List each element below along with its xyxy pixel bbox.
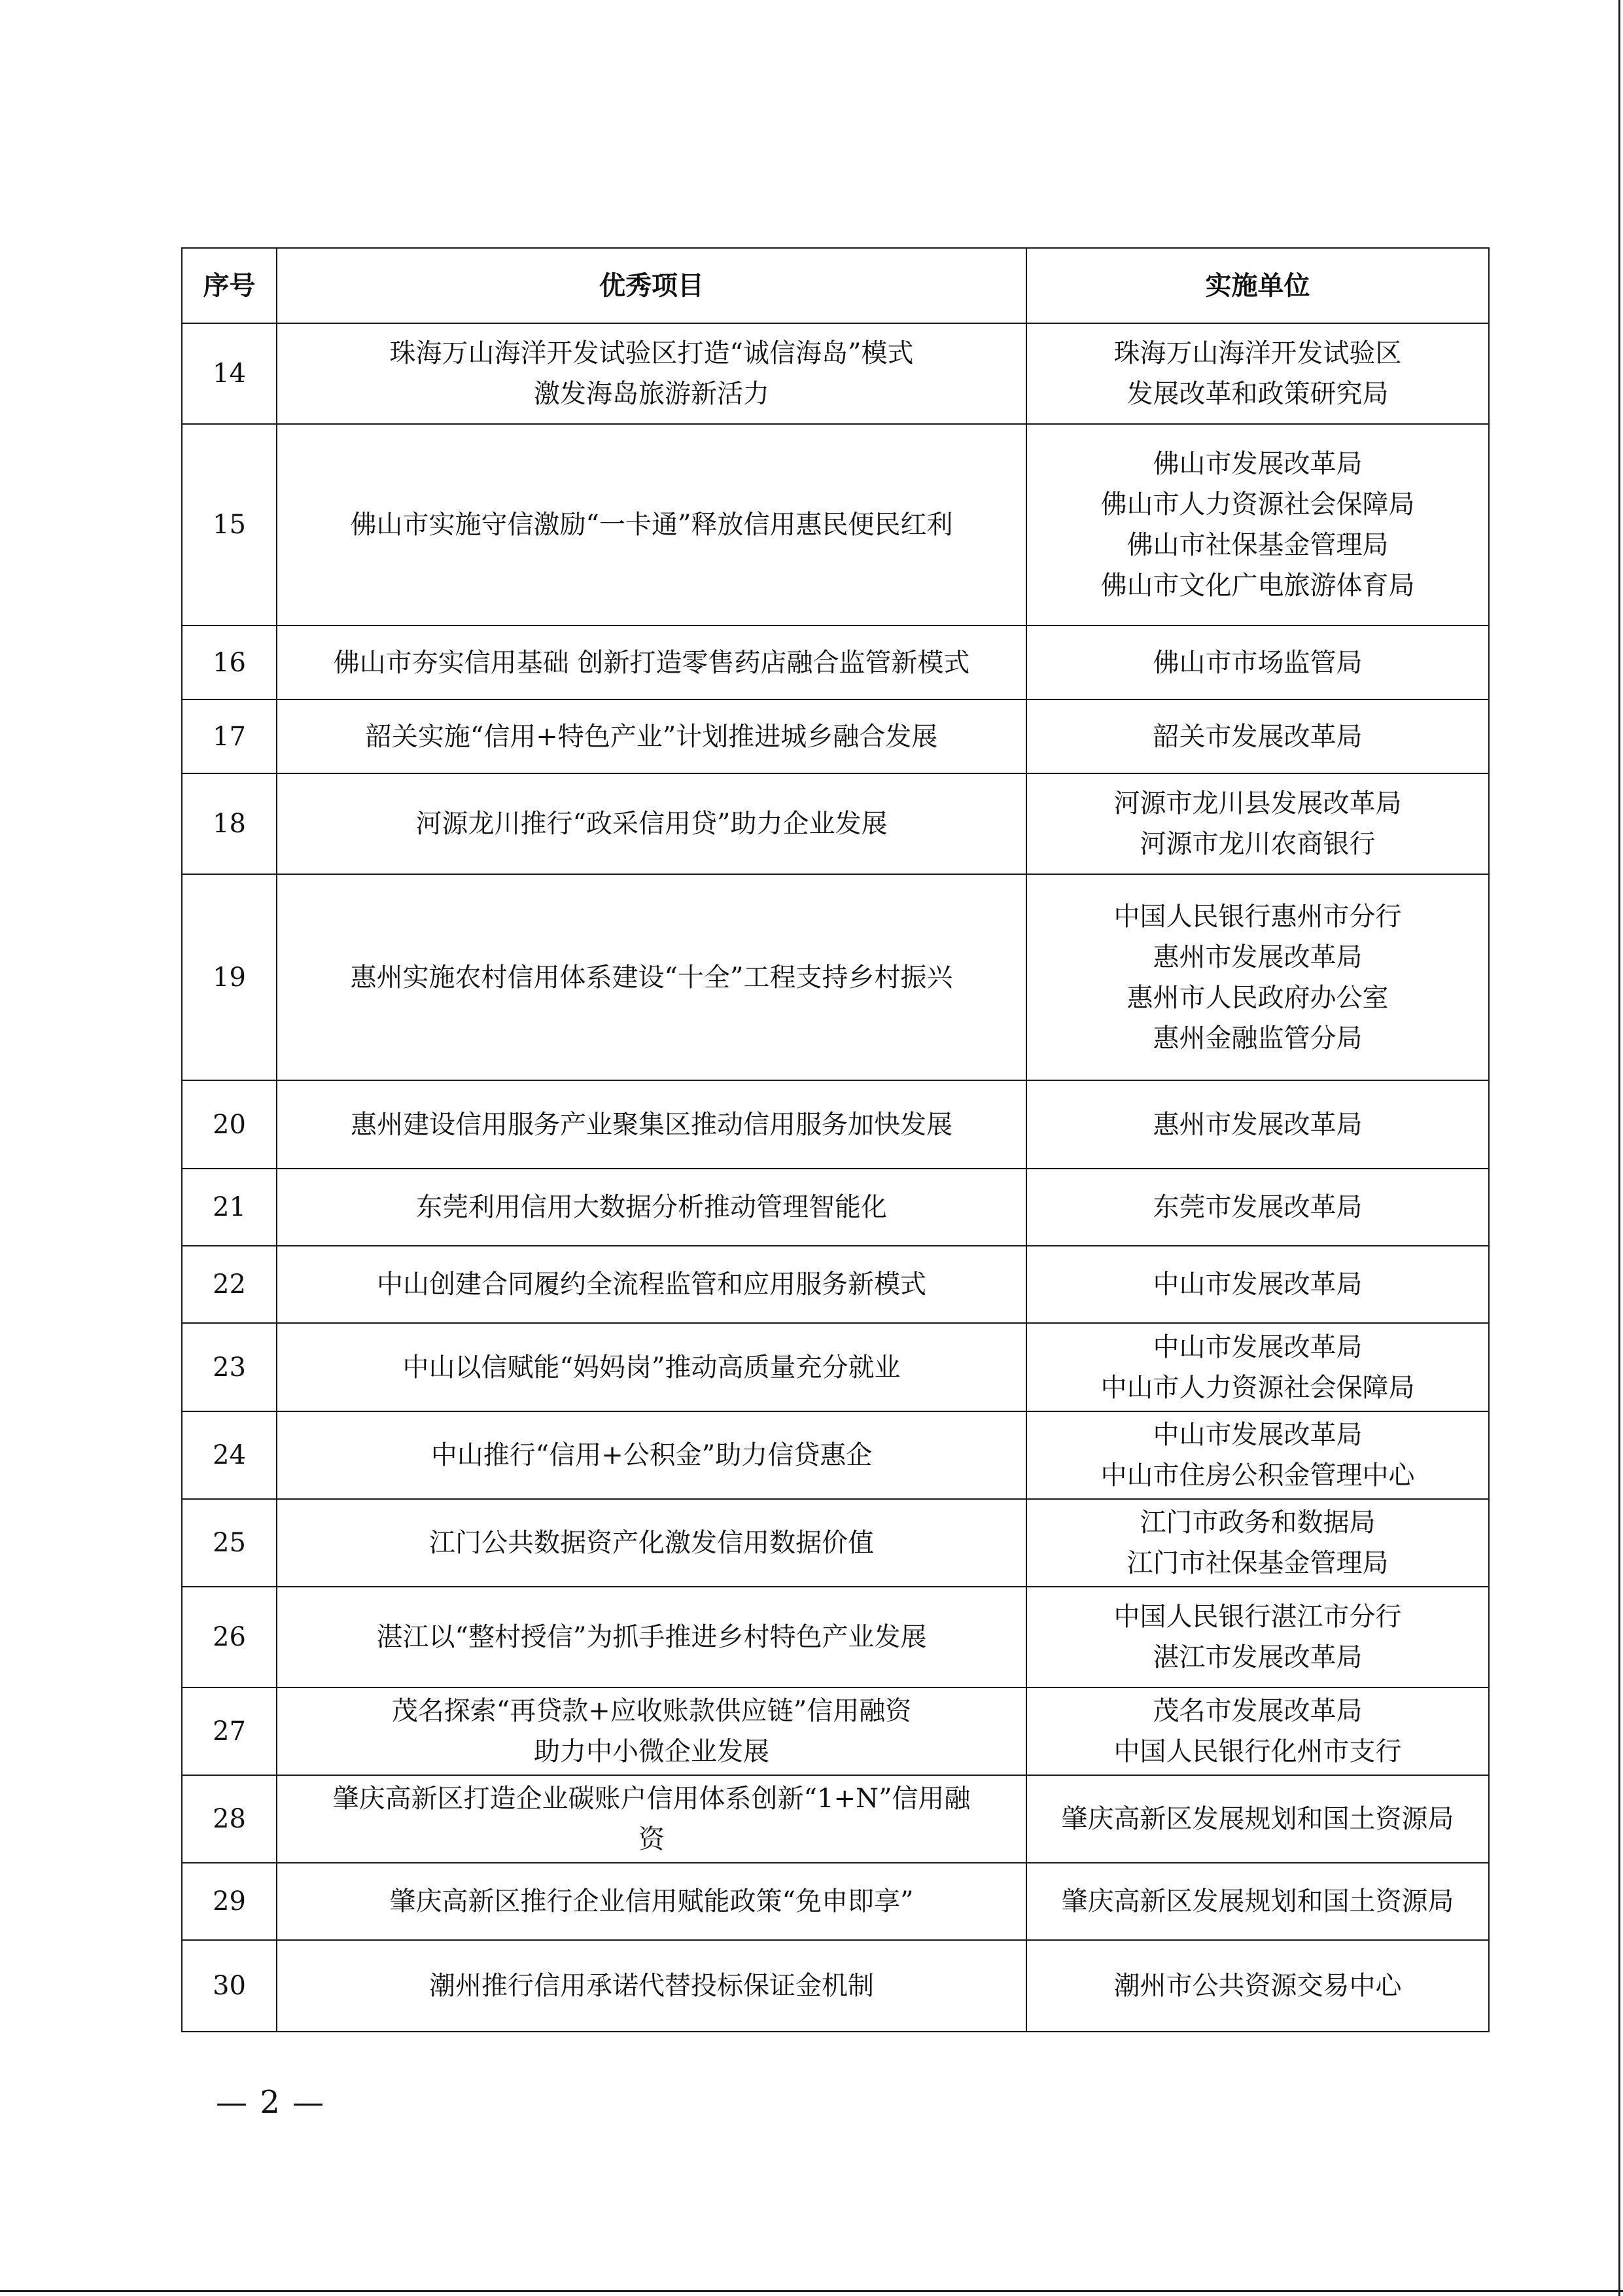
serial-number-cell: 18 [182,773,277,874]
project-cell [277,1080,1026,1169]
serial-number-cell: 23 [182,1323,277,1411]
project-cell [277,699,1026,773]
serial-number-cell: 29 [182,1863,277,1940]
project-cell [277,874,1026,1080]
table-row [182,1687,1489,1775]
table-row [182,1940,1489,2032]
project-line: 激发海岛旅游新活力 [534,379,769,409]
project-line: 茂名探索“再贷款+应收账款供应链”信用融资 [391,1696,912,1726]
implementing-unit-cell [1026,1323,1489,1411]
serial-number-cell: 26 [182,1587,277,1687]
project-cell [277,1587,1026,1687]
project-cell [277,424,1026,626]
project-line: 潮州推行信用承诺代替投标保证金机制 [429,1971,874,2001]
implementing-unit-line: 惠州市发展改革局 [1153,1109,1363,1140]
serial-number-cell: 24 [182,1411,277,1499]
project-cell [277,1411,1026,1499]
table-row [182,1863,1489,1940]
implementing-unit-cell [1026,323,1489,424]
header-serial-number: 序号 [182,248,277,323]
page-number: — 2 — [216,2084,326,2121]
project-line: 资 [638,1824,665,1854]
table-row [182,699,1489,773]
implementing-unit-line: 湛江市发展改革局 [1153,1642,1363,1672]
implementing-unit-cell [1026,1080,1489,1169]
implementing-unit-line: 佛山市文化广电旅游体育局 [1100,571,1415,601]
table-row [182,1169,1489,1246]
page-border-right [1618,0,1620,2296]
table-row [182,323,1489,424]
table-row [182,1411,1489,1499]
implementing-unit-cell [1026,1775,1489,1863]
implementing-unit-line: 江门市政务和数据局 [1140,1508,1376,1538]
serial-number-cell: 14 [182,323,277,424]
serial-number-cell: 21 [182,1169,277,1246]
implementing-unit-cell [1026,773,1489,874]
serial-number-cell: 17 [182,699,277,773]
implementing-unit-cell [1026,1587,1489,1687]
implementing-unit-line: 佛山市人力资源社会保障局 [1100,489,1415,520]
implementing-unit-line: 珠海万山海洋开发试验区 [1113,338,1402,368]
table-row [182,1246,1489,1323]
implementing-unit-line: 茂名市发展改革局 [1153,1696,1363,1726]
table-row [182,874,1489,1080]
project-line: 肇庆高新区推行企业信用赋能政策“免申即享” [389,1886,914,1916]
serial-number-cell: 20 [182,1080,277,1169]
implementing-unit-line: 中山市住房公积金管理中心 [1100,1460,1415,1491]
implementing-unit-line: 中国人民银行惠州市分行 [1113,901,1402,932]
implementing-unit-line: 中山市发展改革局 [1153,1332,1363,1362]
serial-number-cell: 27 [182,1687,277,1775]
header-implementing-unit: 实施单位 [1026,248,1489,323]
implementing-unit-line: 河源市龙川农商银行 [1140,829,1376,859]
table-row [182,424,1489,626]
table-row [182,626,1489,699]
project-cell [277,1940,1026,2032]
implementing-unit-line: 肇庆高新区发展规划和国土资源局 [1061,1886,1454,1916]
project-cell [277,1687,1026,1775]
implementing-unit-line: 潮州市公共资源交易中心 [1113,1971,1402,2001]
serial-number-cell: 25 [182,1499,277,1587]
implementing-unit-cell [1026,626,1489,699]
implementing-unit-line: 肇庆高新区发展规划和国土资源局 [1061,1804,1454,1834]
serial-number-cell: 28 [182,1775,277,1863]
table-row [182,1587,1489,1687]
implementing-unit-line: 惠州市人民政府办公室 [1126,982,1389,1013]
projects-table [181,247,1490,2032]
project-cell [277,1775,1026,1863]
implementing-unit-cell [1026,1687,1489,1775]
project-line: 韶关实施“信用+特色产业”计划推进城乡融合发展 [365,721,938,752]
project-line: 肇庆高新区打造企业碳账户信用体系创新“1+N”信用融 [332,1784,971,1814]
implementing-unit-line: 中山市发展改革局 [1153,1269,1363,1299]
table-row [182,1323,1489,1411]
project-line: 惠州建设信用服务产业聚集区推动信用服务加快发展 [351,1109,952,1140]
implementing-unit-line: 中山市人力资源社会保障局 [1100,1372,1415,1403]
serial-number-cell: 16 [182,626,277,699]
serial-number-cell: 22 [182,1246,277,1323]
implementing-unit-cell [1026,1940,1489,2032]
table-header-row [182,248,1489,323]
implementing-unit-cell [1026,1499,1489,1587]
implementing-unit-line: 河源市龙川县发展改革局 [1113,788,1402,819]
project-line: 佛山市实施守信激励“一卡通”释放信用惠民便民红利 [350,510,953,540]
table-row [182,1080,1489,1169]
implementing-unit-line: 惠州市发展改革局 [1153,942,1363,972]
project-cell [277,1323,1026,1411]
implementing-unit-cell [1026,1863,1489,1940]
project-cell [277,1863,1026,1940]
project-line: 湛江以“整村授信”为抓手推进乡村特色产业发展 [376,1622,927,1652]
implementing-unit-line: 东莞市发展改革局 [1153,1192,1363,1222]
project-line: 佛山市夯实信用基础 创新打造零售药店融合监管新模式 [333,647,970,678]
implementing-unit-line: 江门市社保基金管理局 [1126,1548,1389,1578]
implementing-unit-line: 发展改革和政策研究局 [1126,379,1389,409]
project-cell [277,626,1026,699]
implementing-unit-cell [1026,1411,1489,1499]
serial-number-cell: 15 [182,424,277,626]
implementing-unit-line: 佛山市发展改革局 [1153,449,1363,479]
table-row [182,1499,1489,1587]
implementing-unit-line: 佛山市社保基金管理局 [1126,530,1389,560]
project-line: 东莞利用信用大数据分析推动管理智能化 [416,1192,887,1222]
project-line: 惠州实施农村信用体系建设“十全”工程支持乡村振兴 [350,962,953,993]
serial-number-cell: 30 [182,1940,277,2032]
implementing-unit-line: 中国人民银行湛江市分行 [1113,1602,1402,1632]
implementing-unit-line: 韶关市发展改革局 [1153,721,1363,752]
header-excellent-project: 优秀项目 [277,248,1026,323]
project-cell [277,1246,1026,1323]
project-line: 珠海万山海洋开发试验区打造“诚信海岛”模式 [389,338,914,368]
project-cell [277,773,1026,874]
project-cell [277,1499,1026,1587]
project-line: 中山推行“信用+公积金”助力信贷惠企 [430,1440,873,1470]
project-cell [277,1169,1026,1246]
project-line: 助力中小微企业发展 [534,1737,769,1767]
project-line: 中山以信赋能“妈妈岗”推动高质量充分就业 [402,1352,901,1383]
implementing-unit-cell [1026,1246,1489,1323]
implementing-unit-line: 惠州金融监管分局 [1153,1023,1363,1053]
implementing-unit-cell [1026,424,1489,626]
implementing-unit-line: 中山市发展改革局 [1153,1420,1363,1450]
implementing-unit-cell [1026,699,1489,773]
implementing-unit-line: 中国人民银行化州市支行 [1113,1737,1402,1767]
implementing-unit-cell [1026,1169,1489,1246]
implementing-unit-line: 佛山市市场监管局 [1153,647,1363,678]
table-row [182,773,1489,874]
project-line: 中山创建合同履约全流程监管和应用服务新模式 [377,1269,926,1299]
page-border-bottom [0,2290,1623,2292]
table-row [182,1775,1489,1863]
project-line: 江门公共数据资产化激发信用数据价值 [429,1528,874,1558]
serial-number-cell: 19 [182,874,277,1080]
implementing-unit-cell [1026,874,1489,1080]
project-line: 河源龙川推行“政采信用贷”助力企业发展 [415,809,888,839]
project-cell [277,323,1026,424]
